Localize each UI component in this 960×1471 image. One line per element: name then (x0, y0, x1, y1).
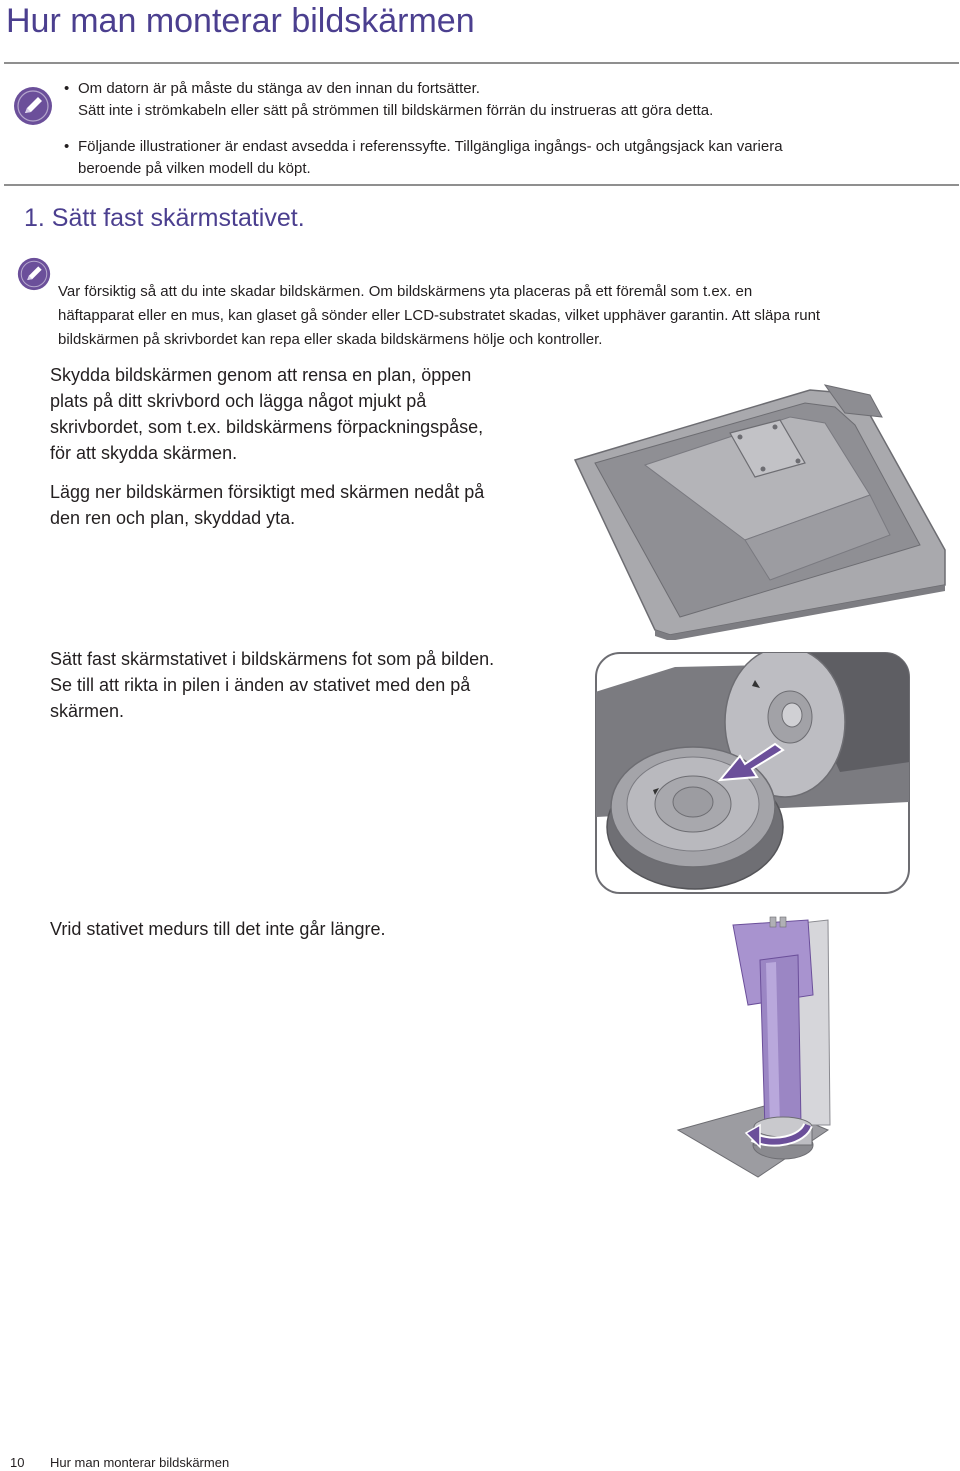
step-text (50, 916, 570, 942)
caution-line: häftapparat eller en mus, kan glaset gå sönder eller LCD-substratet skadas, vilket upphäver garantin. Att släpa runt (58, 307, 821, 324)
step-line: Skydda bildskärmen genom att rensa en plan, öppen (50, 365, 472, 385)
notes-list (64, 78, 944, 192)
pencil-note-icon (17, 257, 51, 291)
footer-title: Hur man monterar bildskärmen (50, 1455, 230, 1470)
step-line: skrivbordet, som t.ex. bildskärmens förpackningspåse, (50, 417, 484, 437)
step-line: Se till att rikta in pilen i änden av stativet med den på (50, 675, 471, 695)
step-text (50, 646, 570, 724)
caution-line: Var försiktig så att du inte skadar bildskärmen. Om bildskärmens yta placeras på ett föremål som t.ex. en (58, 283, 753, 300)
caution-line: bildskärmen på skrivbordet kan repa eller skada bildskärmens hölje och kontroller. (58, 331, 603, 348)
section-heading: 1. Sätt fast skärmstativet. (24, 204, 305, 232)
pencil-note-icon (13, 86, 53, 126)
step-line: Lägg ner bildskärmen försiktigt med skärmen nedåt på (50, 482, 485, 502)
step-line: Vrid stativet medurs till det inte går längre. (50, 919, 386, 939)
stand-rotate-illustration (668, 915, 838, 1185)
note-item (64, 78, 944, 122)
note-line: Sätt inte i strömkabeln eller sätt på strömmen till bildskärmen förrän du instrueras att göra detta. (78, 102, 714, 119)
page-title: Hur man monterar bildskärmen (6, 2, 475, 40)
step-text (50, 362, 570, 466)
step-line: plats på ditt skrivbord och lägga något mjukt på (50, 391, 427, 411)
step-line: för att skydda skärmen. (50, 443, 238, 463)
step-line: Sätt fast skärmstativet i bildskärmens fot som på bilden. (50, 649, 495, 669)
note-line: Följande illustrationer är endast avsedda i referenssyfte. Tillgängliga ingångs- och utgångsjack kan variera (78, 138, 783, 155)
note-line: Om datorn är på måste du stänga av den innan du fortsätter. (78, 80, 480, 97)
note-line: beroende på vilken modell du köpt. (78, 160, 311, 177)
monitor-facedown-illustration (570, 355, 950, 640)
stand-attach-illustration (595, 652, 910, 894)
note-item (64, 136, 944, 180)
page-number: 10 (10, 1455, 25, 1470)
step-line: skärmen. (50, 701, 125, 721)
step-text (50, 479, 570, 531)
caution-text (58, 280, 958, 352)
notes-divider (4, 184, 959, 186)
step-line: den ren och plan, skyddad yta. (50, 508, 296, 528)
top-divider (4, 62, 959, 64)
